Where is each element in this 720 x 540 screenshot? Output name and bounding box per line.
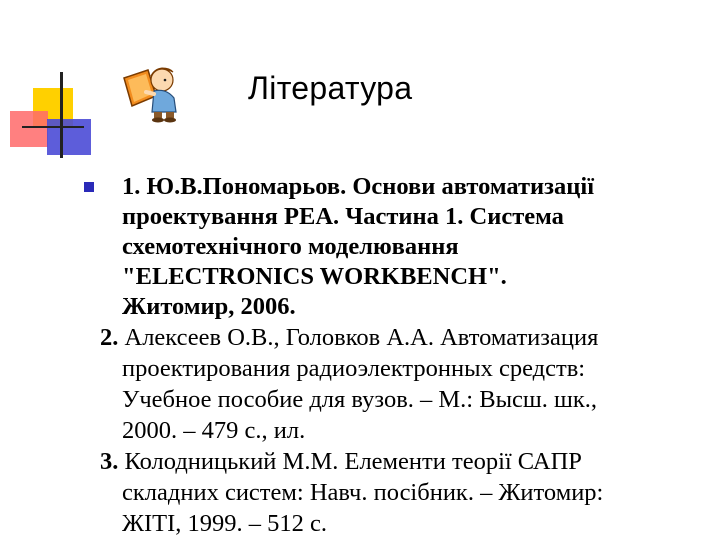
- ref-2-text: Алексеев О.В., Головков А.А. Автоматизация: [118, 324, 599, 351]
- ref-1-line-4: "ELECTRONICS WORKBENCH".: [122, 263, 507, 290]
- ref-3-line-2: складних систем: Навч. посібник. – Житомир:: [122, 479, 604, 506]
- page-title: Література: [248, 70, 413, 106]
- ref-1-line-3: схемотехнічного моделювання: [122, 233, 459, 260]
- child-reading-book-icon: [118, 62, 188, 124]
- square-bullet-icon: [84, 182, 94, 192]
- ref-2-line-3: Учебное пособие для вузов. – М.: Высш. шк.,: [122, 386, 598, 413]
- ref-3-number: 3.: [100, 448, 119, 475]
- ref-1-line-5: Житомир, 2006.: [122, 293, 296, 320]
- deco-red-square: [10, 111, 48, 147]
- deco-horizontal-line: [22, 126, 84, 128]
- ref-1-line-2: проектування РЕА. Частина 1. Система: [122, 203, 564, 230]
- ref-3-text: Колодницький М.М. Елементи теорії САПР: [118, 448, 582, 475]
- ref-2-number: 2.: [100, 324, 119, 351]
- ref-2-line-1: [100, 323, 598, 354]
- ref-2-line-4: 2000. – 479 с., ил.: [122, 417, 306, 444]
- deco-blue-square: [47, 119, 91, 155]
- deco-vertical-line: [60, 72, 63, 158]
- ref-3-line-3: ЖІТІ, 1999. – 512 с.: [122, 510, 327, 537]
- ref-2-line-2: проектирования радиоэлектронных средств:: [122, 355, 586, 382]
- ref-1-line-1: 1. Ю.В.Пономарьов. Основи автоматизації: [122, 173, 594, 200]
- ref-3-line-1: [100, 447, 582, 478]
